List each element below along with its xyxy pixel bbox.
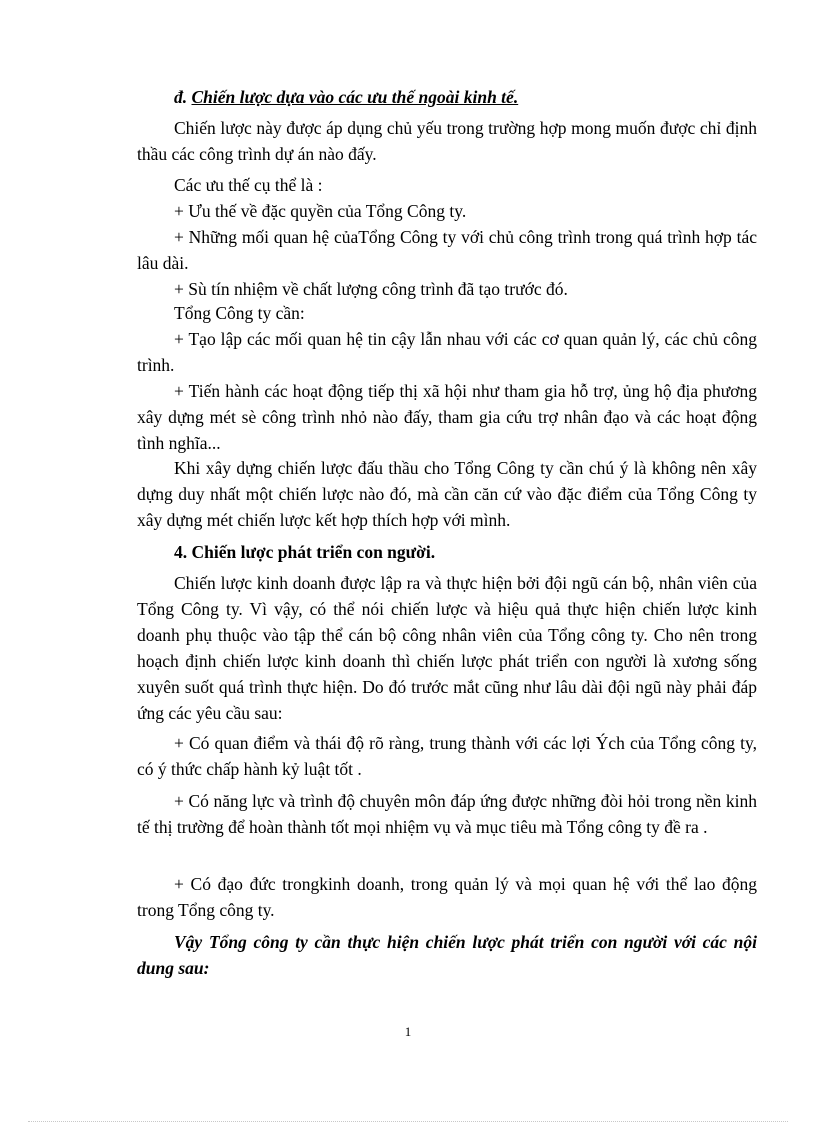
list-item: + Có năng lực và trình độ chuyên môn đáp ứng được những đòi hỏi trong nền kinh tế thị trường để hoàn thành tốt mọi nhiệm vụ và mục tiêu mà Tổng công ty đề ra .	[137, 791, 757, 837]
list-item: + Có đạo đức trongkinh doanh, trong quản lý và mọi quan hệ với thể lao động trong Tổng công ty.	[137, 874, 757, 920]
paragraph: Chiến lược kinh doanh được lập ra và thực hiện bởi đội ngũ cán bộ, nhân viên của Tổng Công ty. Vì vậy, có thể nói chiến lược và hiệu quả thực hiện chiến lược kinh doanh phụ thuộc vào tập thể cán bộ công nhân viên của Tổng công ty. Cho nên trong hoạch định chiến lược kinh doanh thì chiến lược phát triển con người là xương sống xuyên suốt quá trình thực hiện. Do đó trước mắt cũng như lâu dài đội ngũ này phải đáp ứng các yêu cầu sau:	[137, 573, 757, 723]
list-item: + Tạo lập các mối quan hệ tin cậy lẫn nhau với các cơ quan quản lý, các chủ công trình.	[137, 329, 757, 375]
section-4-heading: 4. Chiến lược phát triển con người.	[174, 542, 436, 562]
page-number: 1	[404, 1024, 412, 1039]
list-item: + Tiến hành các hoạt động tiếp thị xã hội như tham gia hỗ trợ, ủng hộ địa phương xây dựng mét sè công trình nhỏ nào đấy, tham gia cứu trợ nhân đạo và các hoạt động tình nghĩa...	[137, 381, 757, 453]
section-heading	[137, 84, 757, 110]
section-heading-title: Chiến lược dựa vào các ưu thế ngoài kinh tế.	[191, 87, 519, 107]
conclusion-heading: Vậy Tổng công ty cần thực hiện chiến lược phát triển con người với các nội dung sau:	[137, 932, 757, 978]
paragraph: Tổng Công ty cần:	[174, 303, 305, 323]
paragraph: Các ưu thế cụ thể là :	[174, 175, 323, 195]
paragraph: Khi xây dựng chiến lược đấu thầu cho Tổng Công ty cần chú ý là không nên xây dựng duy nhất một chiến lược nào đó, mà cần căn cứ vào đặc điểm của Tổng Công ty xây dựng mét chiến lược kết hợp thích hợp với mình.	[137, 458, 757, 530]
list-item: + Có quan điểm và thái độ rõ ràng, trung thành với các lợi Ých của Tổng công ty, có ý thức chấp hành kỷ luật tốt .	[137, 733, 757, 779]
list-item: + Ưu thế về đặc quyền của Tổng Công ty.	[174, 201, 467, 221]
list-item: + Những mối quan hệ củaTổng Công ty với chủ công trình trong quá trình hợp tác lâu dài.	[137, 227, 757, 273]
list-item: + Sù tín nhiệm về chất lượng công trình đã tạo trước đó.	[174, 279, 568, 299]
section-heading-prefix: đ.	[174, 87, 192, 107]
footer-divider	[28, 1121, 788, 1122]
paragraph: Chiến lược này được áp dụng chủ yếu trong trường hợp mong muốn được chỉ định thầu các công trình dự án nào đấy.	[137, 118, 757, 164]
